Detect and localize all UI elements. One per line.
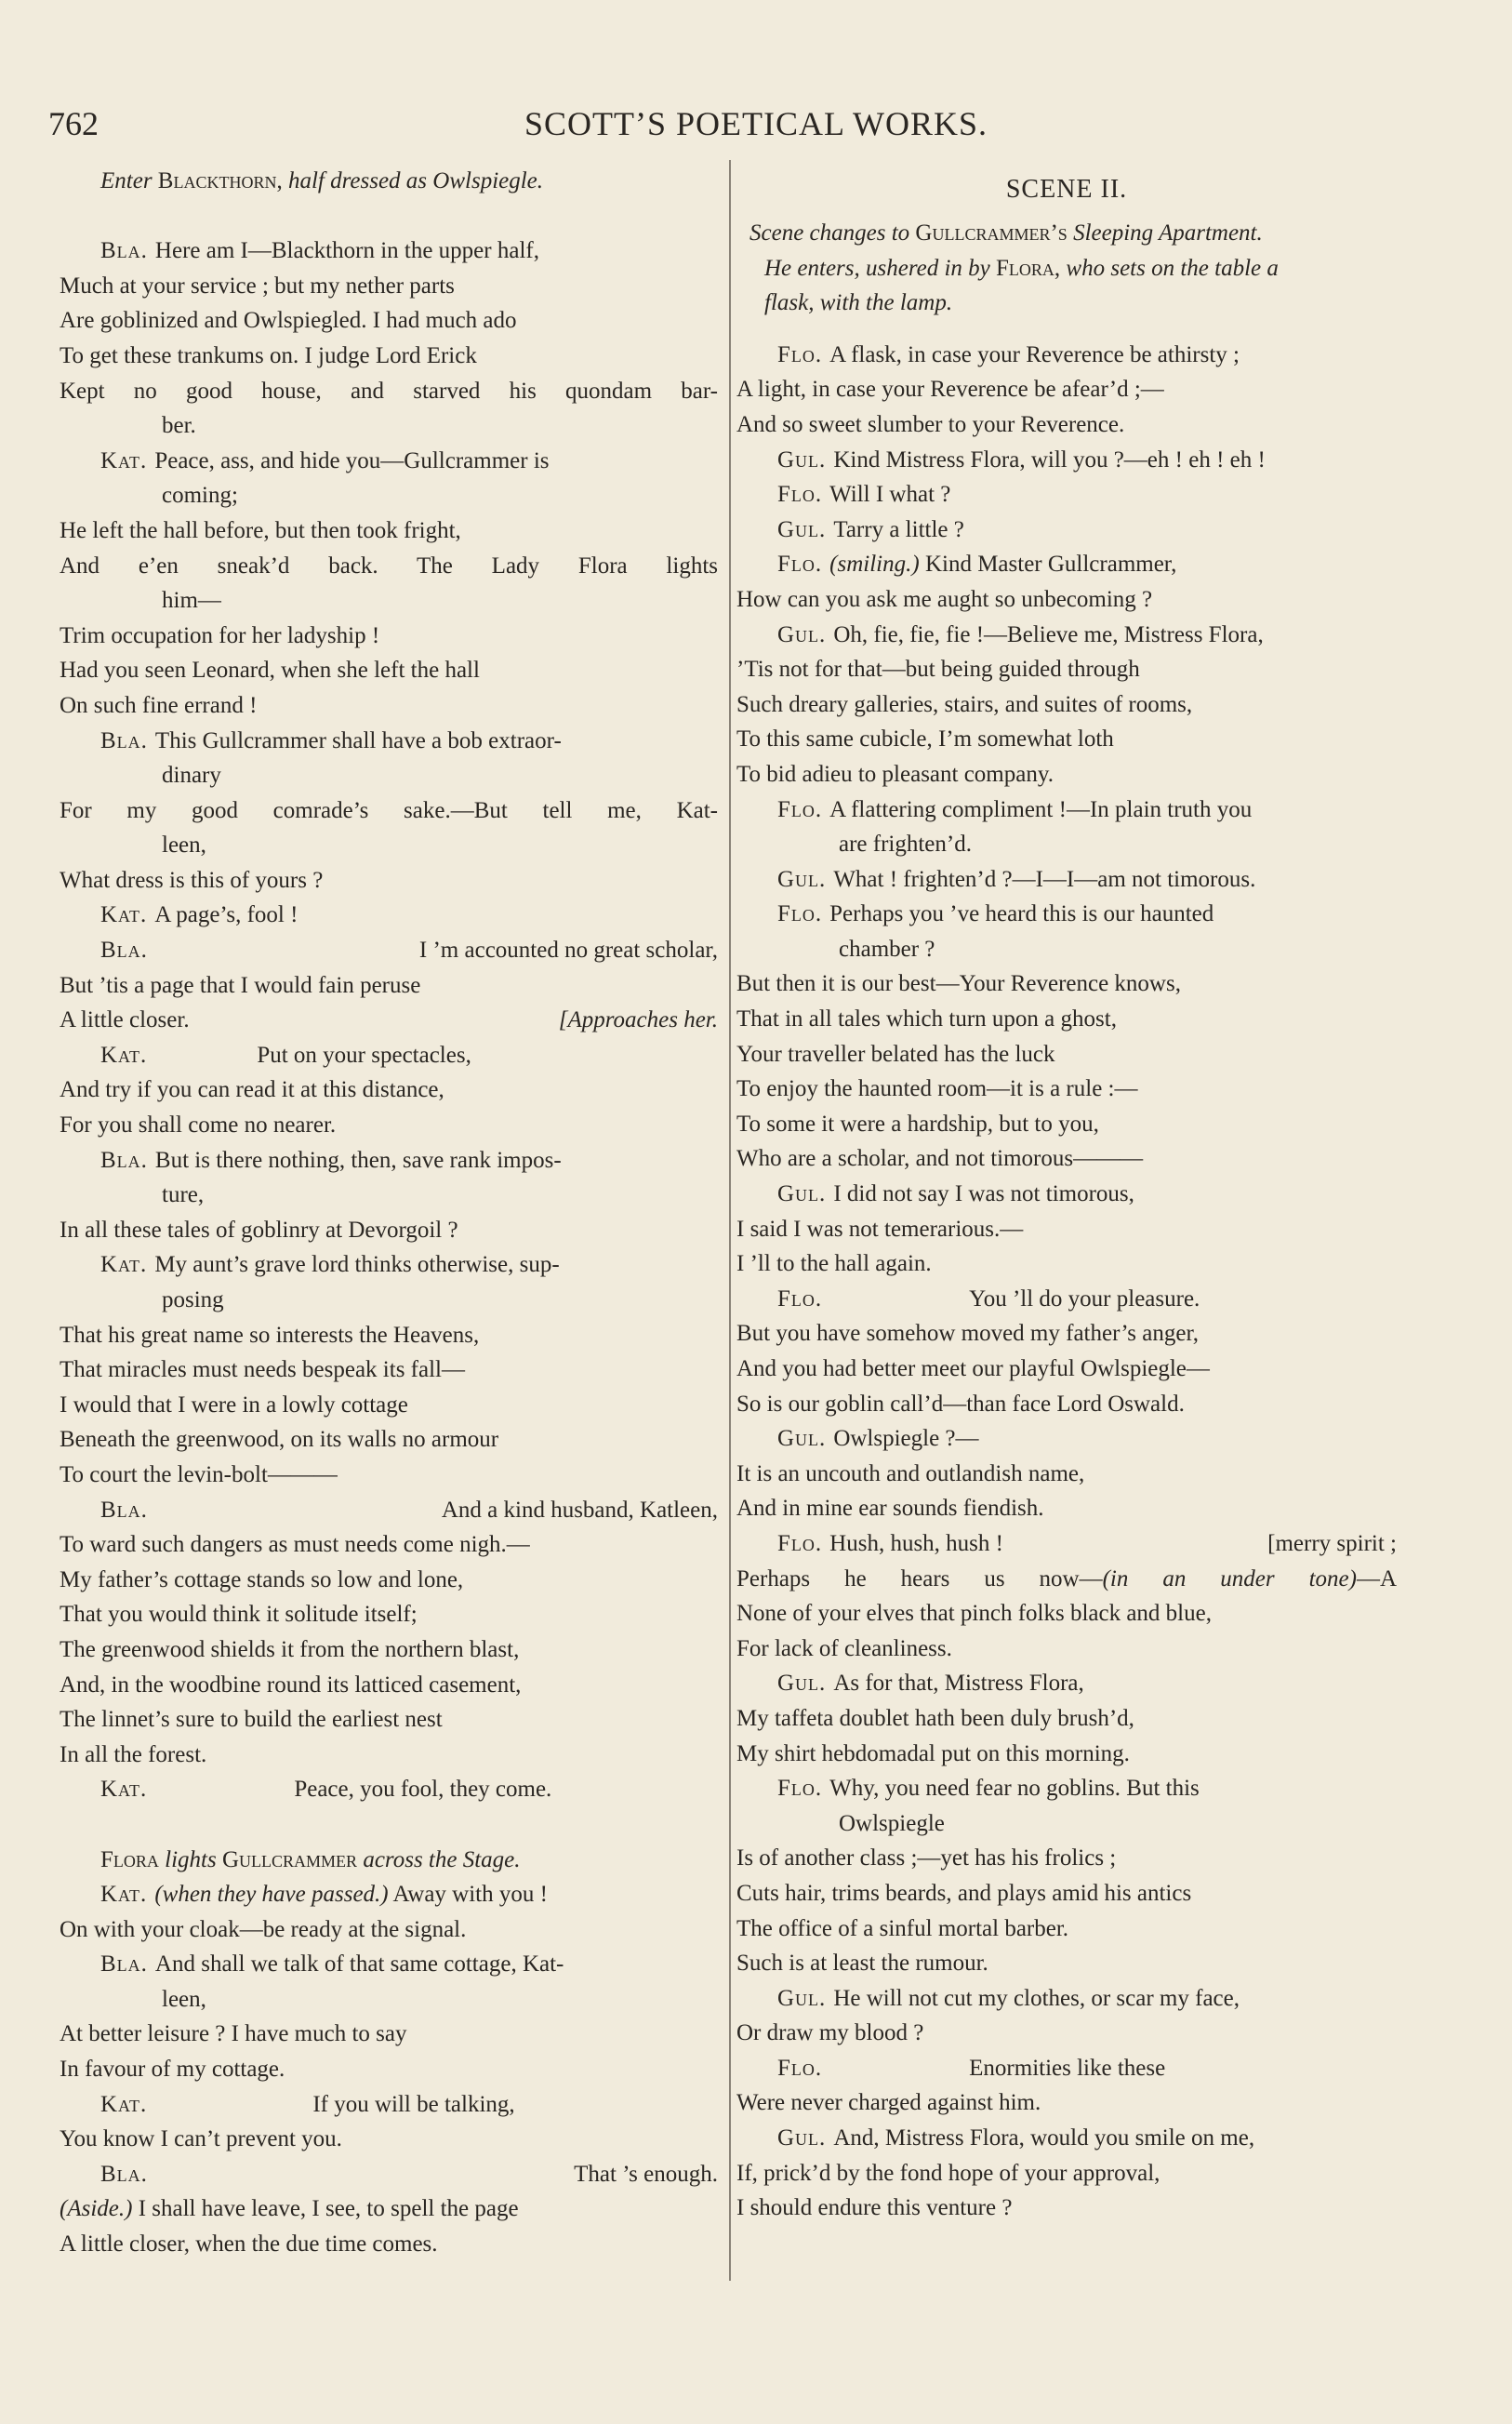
page-header [48,104,1464,151]
verse-line: My shirt hebdomadal put on this morning. [736,1740,1130,1766]
verse-line: Perhaps he hears us now—(in an under tone)—A [736,1565,1398,1592]
verse-line: He left the hall before, but then took fright, [60,517,461,543]
verse-line: Gul. What ! frighten’d ?—I—I—am not timorous. [777,866,1256,892]
verse-line: That his great name so interests the Heavens, [60,1322,480,1348]
verse-line: are frighten’d. [839,832,972,858]
verse-line: To some it were a hardship, but to you, [736,1111,1099,1137]
verse-line: None of your elves that pinch folks black and blue, [736,1601,1212,1627]
verse-line: But you have somehow moved my father’s anger, [736,1321,1200,1347]
verse-line: Flo. You ’ll do your pleasure. [777,1285,1200,1312]
verse-line: Flo. Enormities like these [777,2055,1166,2081]
verse-line: Or draw my blood ? [736,2020,924,2046]
stage-direction: Enter Blackthorn, half dressed as Owlspiegle. [100,168,544,193]
verse-line: To ward such dangers as must needs come nigh.— [60,1532,530,1558]
verse-line: Gul. Kind Mistress Flora, will you ?—eh ! eh ! eh ! [777,446,1266,473]
verse-line: Bla. Here am I—Blackthorn in the upper half, [100,238,539,264]
verse-line: him— [162,588,221,614]
verse-line: Such is at least the rumour. [736,1951,988,1977]
verse-line: I should endure this venture ? [736,2195,1013,2221]
verse-line: A light, in case your Reverence be afear’d ;— [736,377,1164,403]
verse-line: And try if you can read it at this distance, [60,1077,444,1103]
stage-direction: He enters, ushered in by Flora, who sets on the table a [764,255,1279,281]
verse-line: I said I was not temerarious.— [736,1216,1024,1242]
verse-line: To bid adieu to pleasant company. [736,761,1054,787]
verse-line: leen, [162,832,206,859]
verse-line: And so sweet slumber to your Reverence. [736,411,1125,437]
verse-line: And e’en sneak’d back. The Lady Flora lights [60,553,718,579]
scene-heading: SCENE II. [1005,175,1128,204]
verse-line: Gul. He will not cut my clothes, or scar my face, [777,1985,1240,2011]
verse-line: To enjoy the haunted room—it is a rule :— [736,1076,1138,1102]
verse-line: And, in the woodbine round its latticed casement, [60,1671,522,1698]
verse-line: Kat. Peace, you fool, they come. [100,1777,552,1803]
verse-line: A little closer, when the due time comes. [60,2231,438,2258]
verse-line: That miracles must needs bespeak its fall— [60,1357,465,1383]
verse-line: And you had better meet our playful Owlspiegle— [736,1356,1210,1381]
verse-line: To this same cubicle, I’m somewhat loth [736,726,1114,753]
verse-line: Bla. I ’m accounted no great scholar, [100,938,718,964]
verse-line: A little closer. [Approaches her. [60,1007,718,1033]
verse-line: Had you seen Leonard, when she left the hall [60,658,480,684]
verse-line: In favour of my cottage. [60,2057,285,2083]
verse-line: Kat. Put on your spectacles, [100,1042,471,1068]
verse-line: Were never charged against him. [736,2090,1041,2116]
verse-line: To get these trankums on. I judge Lord Erick [60,342,477,368]
verse-line: Who are a scholar, and not timorous——— [736,1146,1144,1172]
verse-line: Bla. And shall we talk of that same cottage, Kat- [100,1951,564,1978]
verse-line: Your traveller belated has the luck [736,1041,1055,1067]
right-column [736,164,1397,2226]
verse-line: My father’s cottage stands so low and lone, [60,1566,464,1592]
verse-line: On with your cloak—be ready at the signal. [60,1916,467,1942]
verse-line: But then it is our best—Your Reverence knows, [736,971,1181,997]
verse-line: Trim occupation for her ladyship ! [60,622,380,648]
stage-direction: Flora lights Gullcrammer across the Stage. [100,1846,521,1872]
verse-line: At better leisure ? I have much to say [60,2021,407,2047]
verse-line: Bla. This Gullcrammer shall have a bob extraor- [100,727,562,753]
verse-line: Flo. Hush, hush, hush ! [merry spirit ; [777,1530,1397,1556]
verse-line: Kat. A page’s, fool ! [100,902,298,928]
verse-line: ture, [162,1182,205,1208]
verse-line: (Aside.) I shall have leave, I see, to spell the page [60,2196,519,2222]
verse-line: That you would think it solitude itself; [60,1602,418,1628]
running-title: SCOTT’S POETICAL WORKS. [524,105,988,142]
verse-line: Is of another class ;—yet has his frolics ; [736,1845,1117,1871]
verse-line: Owlspiegle [839,1810,945,1836]
verse-line: Are goblinized and Owlspiegled. I had much ado [60,308,517,334]
verse-line: dinary [162,763,221,789]
verse-line: Flo. Perhaps you ’ve heard this is our haunted [777,901,1214,927]
verse-line: For lack of cleanliness. [736,1635,952,1661]
verse-line: What dress is this of yours ? [60,867,324,893]
verse-line: You know I can’t prevent you. [60,2126,342,2152]
verse-line: But ’tis a page that I would fain peruse [60,972,421,998]
verse-line: Bla. That ’s enough. [100,2161,718,2187]
left-column [60,164,718,2262]
verse-line: For my good comrade’s sake.—But tell me, Kat- [60,797,718,823]
column-divider [729,160,731,2281]
verse-line: It is an uncouth and outlandish name, [736,1460,1085,1486]
verse-line: In all these tales of goblinry at Devorgoil ? [60,1217,458,1243]
stage-direction: Scene changes to Gullcrammer’s Sleeping Apartment. [749,220,1263,246]
verse-line: I would that I were in a lowly cottage [60,1392,408,1418]
verse-line: Bla. And a kind husband, Katleen, [100,1497,718,1523]
verse-line: Gul. Owlspiegle ?— [777,1426,979,1452]
verse-line: Kept no good house, and starved his quondam bar- [60,378,718,404]
verse-line: Gul. Tarry a little ? [777,516,964,542]
verse-line: The greenwood shields it from the northern blast, [60,1636,520,1662]
verse-line: Gul. Oh, fie, fie, fie !—Believe me, Mistress Flora, [777,621,1264,647]
verse-line: The linnet’s sure to build the earliest nest [60,1707,443,1733]
verse-line: chamber ? [839,936,935,962]
verse-line: Flo. (smiling.) Kind Master Gullcrammer, [777,552,1177,578]
verse-line: Flo. Will I what ? [777,482,951,508]
verse-line: In all the forest. [60,1741,207,1767]
verse-line: Gul. As for that, Mistress Flora, [777,1671,1084,1697]
verse-line: ber. [162,413,196,439]
verse-line: Kat. (when they have passed.) Away with you ! [100,1882,548,1908]
verse-line: Much at your service ; but my nether parts [60,273,455,299]
verse-line: That in all tales which turn upon a ghost, [736,1006,1117,1032]
verse-line: Flo. A flask, in case your Reverence be athirsty ; [777,341,1240,367]
verse-line: leen, [162,1986,206,2012]
verse-line: I ’ll to the hall again. [736,1251,932,1277]
verse-line: Kat. Peace, ass, and hide you—Gullcrammer is [100,447,550,473]
verse-line: And in mine ear sounds fiendish. [736,1496,1044,1522]
stage-direction: flask, with the lamp. [764,290,953,316]
verse-line: Kat. My aunt’s grave lord thinks otherwise, sup- [100,1252,560,1278]
verse-line: If, prick’d by the fond hope of your approval, [736,2160,1161,2186]
verse-line: Gul. And, Mistress Flora, would you smile on me, [777,2125,1255,2151]
verse-line: Such dreary galleries, stairs, and suites of rooms, [736,691,1193,717]
verse-line: To court the levin-bolt——— [60,1461,338,1487]
page-number: 762 [48,105,99,142]
verse-line: So is our goblin call’d—than face Lord Oswald. [736,1391,1185,1417]
verse-line: coming; [162,483,238,509]
verse-line: My taffeta doublet hath been duly brush’d, [736,1705,1134,1731]
verse-line: For you shall come no nearer. [60,1112,337,1139]
verse-line: ’Tis not for that—but being guided through [736,657,1140,683]
verse-line: The office of a sinful mortal barber. [736,1915,1069,1941]
verse-line: On such fine errand ! [60,692,258,718]
verse-line: Flo. Why, you need fear no goblins. But this [777,1776,1200,1802]
verse-line: Cuts hair, trims beards, and plays amid his antics [736,1880,1192,1906]
verse-line: How can you ask me aught so unbecoming ? [736,586,1153,612]
verse-line: Beneath the greenwood, on its walls no armour [60,1427,499,1453]
verse-line: Bla. But is there nothing, then, save rank impos- [100,1147,562,1173]
verse-line: Gul. I did not say I was not timorous, [777,1181,1134,1207]
verse-line: posing [162,1287,224,1312]
verse-line: Kat. If you will be talking, [100,2091,515,2117]
verse-line: Flo. A flattering compliment !—In plain truth you [777,796,1253,822]
